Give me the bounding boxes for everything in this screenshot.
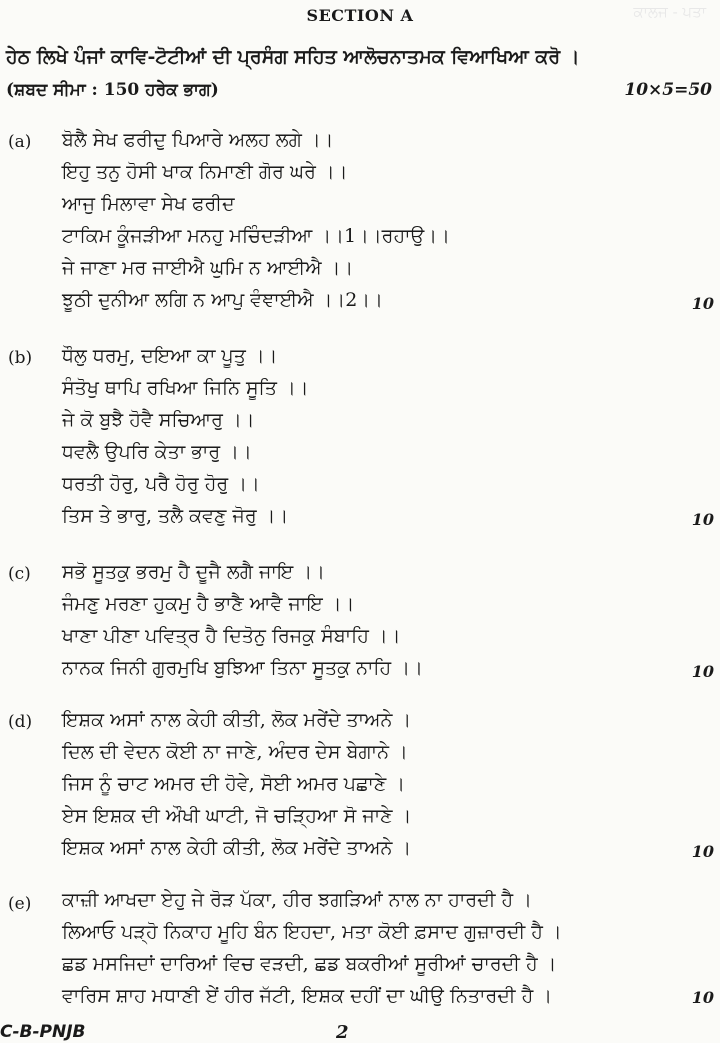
verse-line: ਝੂਠੀ ਦੁਨੀਆ ਲਗਿ ਨ ਆਪੁ ਵੰਞਾਈਐ ।।2।। bbox=[62, 289, 383, 311]
verse-line: ਧੌਲੁ ਧਰਮੁ, ਦਇਆ ਕਾ ਪੂਤੁ ।। bbox=[62, 345, 278, 367]
verse-line: ਕਾਜ਼ੀ ਆਖਦਾ ਏਹੁ ਜੇ ਰੋੜ ਪੱਕਾ, ਹੀਰ ਝਗੜਿਆਂ ਨਾਲ ਨਾ ਹਾਰਦੀ ਹੈ । bbox=[62, 889, 532, 911]
verse-line: ਖਾਣਾ ਪੀਣਾ ਪਵਿਤ੍ਰ ਹੈ ਦਿਤੋਨੁ ਰਿਜਕੁ ਸੰਬਾਹਿ ।। bbox=[62, 625, 401, 647]
paper-code: C-B-PNJB bbox=[0, 1022, 86, 1042]
verse-line: ਜਿਸ ਨੂੰ ਚਾਟ ਅਮਰ ਦੀ ਹੋਵੇ, ਸੋਈ ਅਮਰ ਪਛਾਣੇ । bbox=[62, 773, 406, 795]
instruction-text: ਹੇਠ ਲਿਖੇ ਪੰਜਾਂ ਕਾਵਿ-ਟੋਟੀਆਂ ਦੀ ਪ੍ਰਸੰਗ ਸਹਿਤ ਆਲੋਚਨਾਤਮਕ ਵਿਆਖਿਆ ਕਰੋ । bbox=[6, 46, 580, 68]
question-letter: (a) bbox=[8, 132, 32, 152]
question-marks: 10 bbox=[691, 294, 714, 313]
total-marks: 10×5=50 bbox=[624, 80, 712, 100]
question-marks: 10 bbox=[691, 842, 714, 861]
verse-line: ਤਿਸ ਤੇ ਭਾਰੁ, ਤਲੈ ਕਵਣੁ ਜੋਰੁ ।। bbox=[62, 505, 289, 527]
section-title: SECTION A bbox=[306, 6, 414, 25]
verse-line: ਧਰਤੀ ਹੋਰੁ, ਪਰੈ ਹੋਰੁ ਹੋਰੁ ।। bbox=[62, 473, 260, 495]
page-number: 2 bbox=[336, 1022, 349, 1043]
verse-line: ਛਡ ਮਸਜਿਦਾਂ ਦਾਰਿਆਂ ਵਿਚ ਵੜਦੀ, ਛਡ ਬਕਰੀਆਂ ਸੂਰੀਆਂ ਚਾਰਦੀ ਹੈ । bbox=[62, 953, 557, 975]
verse-line: ਜੇ ਕੋ ਬੁਝੈ ਹੋਵੈ ਸਚਿਆਰੁ ।। bbox=[62, 409, 255, 431]
verse-line: ਟਾਕਿਮ ਕੂੰਜੜੀਆ ਮਨਹੁ ਮਚਿੰਦੜੀਆ ।।1।।ਰਹਾਉ।। bbox=[62, 225, 450, 247]
question-letter: (b) bbox=[8, 348, 33, 368]
question-marks: 10 bbox=[691, 988, 714, 1007]
word-limit: (ਸ਼ਬਦ ਸੀਮਾ : 150 ਹਰੇਕ ਭਾਗ) bbox=[6, 80, 219, 100]
verse-line: ਇਹੁ ਤਨੁ ਹੋਸੀ ਖਾਕ ਨਿਮਾਣੀ ਗੋਰ ਘਰੇ ।। bbox=[62, 161, 348, 183]
question-letter: (d) bbox=[8, 712, 33, 732]
question-marks: 10 bbox=[691, 662, 714, 681]
verse-line: ਸੰਤੋਖੁ ਥਾਪਿ ਰਖਿਆ ਜਿਨਿ ਸੂਤਿ ।। bbox=[62, 377, 309, 399]
bleed-through-text: ਕਾਲਜ - ਪਤਾ bbox=[633, 3, 706, 21]
verse-line: ਜੇ ਜਾਣਾ ਮਰ ਜਾਈਐ ਘੁਮਿ ਨ ਆਈਐ ।। bbox=[62, 257, 354, 279]
question-letter: (e) bbox=[8, 894, 32, 914]
verse-line: ਬੋਲੈ ਸੇਖ ਫਰੀਦੁ ਪਿਆਰੇ ਅਲਹ ਲਗੇ ।। bbox=[62, 129, 334, 151]
verse-line: ਸਭੋ ਸੂਤਕੁ ਭਰਮੁ ਹੈ ਦੂਜੈ ਲਗੈ ਜਾਇ ।। bbox=[62, 561, 325, 583]
verse-line: ਇਸ਼ਕ ਅਸਾਂ ਨਾਲ ਕੇਹੀ ਕੀਤੀ, ਲੋਕ ਮਰੇਂਦੇ ਤਾਅਨੇ । bbox=[62, 837, 412, 859]
verse-line: ਵਾਰਿਸ ਸ਼ਾਹ ਮਧਾਣੀ ਏਂ ਹੀਰ ਜੱਟੀ, ਇਸ਼ਕ ਦਹੀਂ ਦਾ ਘੀਉ ਨਿਤਾਰਦੀ ਹੈ । bbox=[62, 985, 553, 1007]
verse-line: ਏਸ ਇਸ਼ਕ ਦੀ ਔਖੀ ਘਾਟੀ, ਜੋ ਚੜ੍ਹਿਆ ਸੋ ਜਾਣੇ । bbox=[62, 805, 412, 827]
verse-line: ਇਸ਼ਕ ਅਸਾਂ ਨਾਲ ਕੇਹੀ ਕੀਤੀ, ਲੋਕ ਮਰੇਂਦੇ ਤਾਅਨੇ । bbox=[62, 709, 412, 731]
question-letter: (c) bbox=[8, 564, 31, 584]
verse-line: ਦਿਲ ਦੀ ਵੇਦਨ ਕੋਈ ਨਾ ਜਾਣੇ, ਅੰਦਰ ਦੇਸ ਬੇਗਾਨੇ । bbox=[62, 741, 408, 763]
verse-line: ਨਾਨਕ ਜਿਨੀ ਗੁਰਮੁਖਿ ਬੁਝਿਆ ਤਿਨਾ ਸੂਤਕੁ ਨਾਹਿ ।। bbox=[62, 657, 423, 679]
verse-line: ਲਿਆਓ ਪੜ੍ਹੋ ਨਿਕਾਹ ਮੂਹਿ ਬੰਨ ਇਹਦਾ, ਮਤਾ ਕੋਈ ਫ਼ਸਾਦ ਗੁਜ਼ਾਰਦੀ ਹੈ । bbox=[62, 921, 562, 943]
question-marks: 10 bbox=[691, 510, 714, 529]
verse-line: ਧਵਲੈ ਉਪਰਿ ਕੇਤਾ ਭਾਰੁ ।। bbox=[62, 441, 252, 463]
verse-line: ਜੰਮਣੁ ਮਰਣਾ ਹੁਕਮੁ ਹੈ ਭਾਣੈ ਆਵੈ ਜਾਇ ।। bbox=[62, 593, 355, 615]
verse-line: ਆਜੁ ਮਿਲਾਵਾ ਸੇਖ ਫਰੀਦ bbox=[62, 193, 235, 215]
